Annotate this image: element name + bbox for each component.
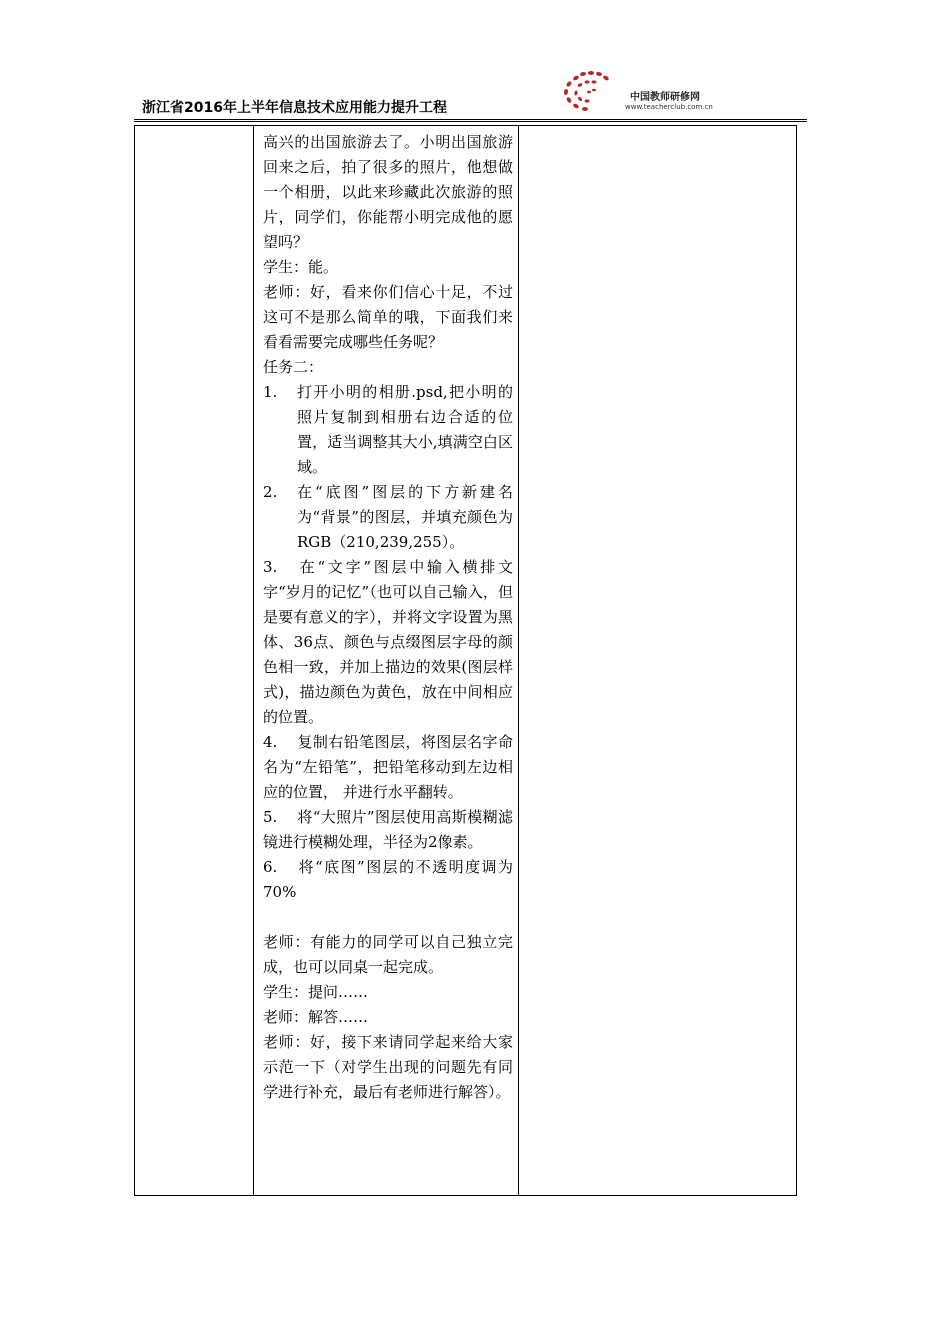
- task-number-1: 1.: [263, 383, 278, 401]
- logo-text-url: www.teacherclub.com.cn: [625, 103, 713, 111]
- task-heading: 任务二：: [263, 358, 324, 376]
- teacher-remark-1: 老师：好，看来你们信心十足，不过这可不是那么简单的哦，下面我们来看看需要完成哪些任务呢？: [263, 283, 513, 351]
- task-number-4: 4.: [263, 733, 278, 751]
- teacher-remark-2: 老师：有能力的同学可以自己独立完成，也可以同桌一起完成。: [263, 933, 513, 976]
- task-item-5: [263, 805, 513, 855]
- student-reply-2: 学生：提问……: [263, 983, 369, 1001]
- task-number-2: 2.: [263, 483, 278, 501]
- task-text-3: 在“文字”图层中输入横排文字“岁月的记忆”（也可以自己输入，但是要有意义的字），并将文字设置为黑体、36点、颜色与点缀图层字母的颜色相一致，并加上描边的效果(图层样式)，描边颜色为黄色，放在中间相应的位置。: [263, 558, 513, 726]
- task-item-3: [263, 555, 513, 730]
- task-item-6: [263, 855, 513, 905]
- teaching-process-cell: [263, 130, 513, 1105]
- task-number-5: 5.: [263, 808, 278, 826]
- task-number-3: 3.: [263, 558, 278, 576]
- document-header-title: 浙江省2016年上半年信息技术应用能力提升工程: [142, 100, 447, 116]
- task-number-6: 6.: [263, 858, 278, 876]
- teacher-remark-3: 老师：解答……: [263, 1008, 369, 1026]
- task-text-4: 复制右铅笔图层，将图层名字命名为“左铅笔”，把铅笔移动到左边相应的位置， 并进行水平翻转。: [263, 733, 513, 801]
- column-divider-2: [518, 126, 519, 1195]
- task-text-1: 打开小明的相册.psd,把小明的照片复制到相册右边合适的位置，适当调整其大小,填满空白区域。: [297, 383, 513, 476]
- student-reply-1: 学生：能。: [263, 258, 339, 276]
- header-rule-secondary: [134, 121, 807, 122]
- task-item-1: [263, 380, 513, 480]
- intro-paragraph: 高兴的出国旅游去了。小明出国旅游回来之后，拍了很多的照片，他想做一个相册，以此来珍藏此次旅游的照片，同学们，你能帮小明完成他的愿望吗？: [263, 133, 513, 251]
- column-divider-1: [253, 126, 254, 1195]
- teacher-remark-4: 老师：好，接下来请同学起来给大家示范一下（对学生出现的问题先有同学进行补充，最后有老师进行解答）。: [263, 1033, 513, 1101]
- task-text-6: 将“底图”图层的不透明度调为70%: [263, 858, 513, 901]
- blank-line: [263, 905, 513, 930]
- task-text-5: 将“大照片”图层使用高斯模糊滤镜进行模糊处理，半径为2像素。: [263, 808, 513, 851]
- lesson-table: [134, 125, 797, 1196]
- header-rule: [134, 119, 807, 120]
- task-item-4: [263, 730, 513, 805]
- logo-text-chinese: 中国教师研修网: [630, 92, 700, 103]
- task-text-2: 在“底图”图层的下方新建名为“背景”的图层，并填充颜色为RGB（210,239,255）。: [297, 483, 513, 551]
- task-item-2: [263, 480, 513, 555]
